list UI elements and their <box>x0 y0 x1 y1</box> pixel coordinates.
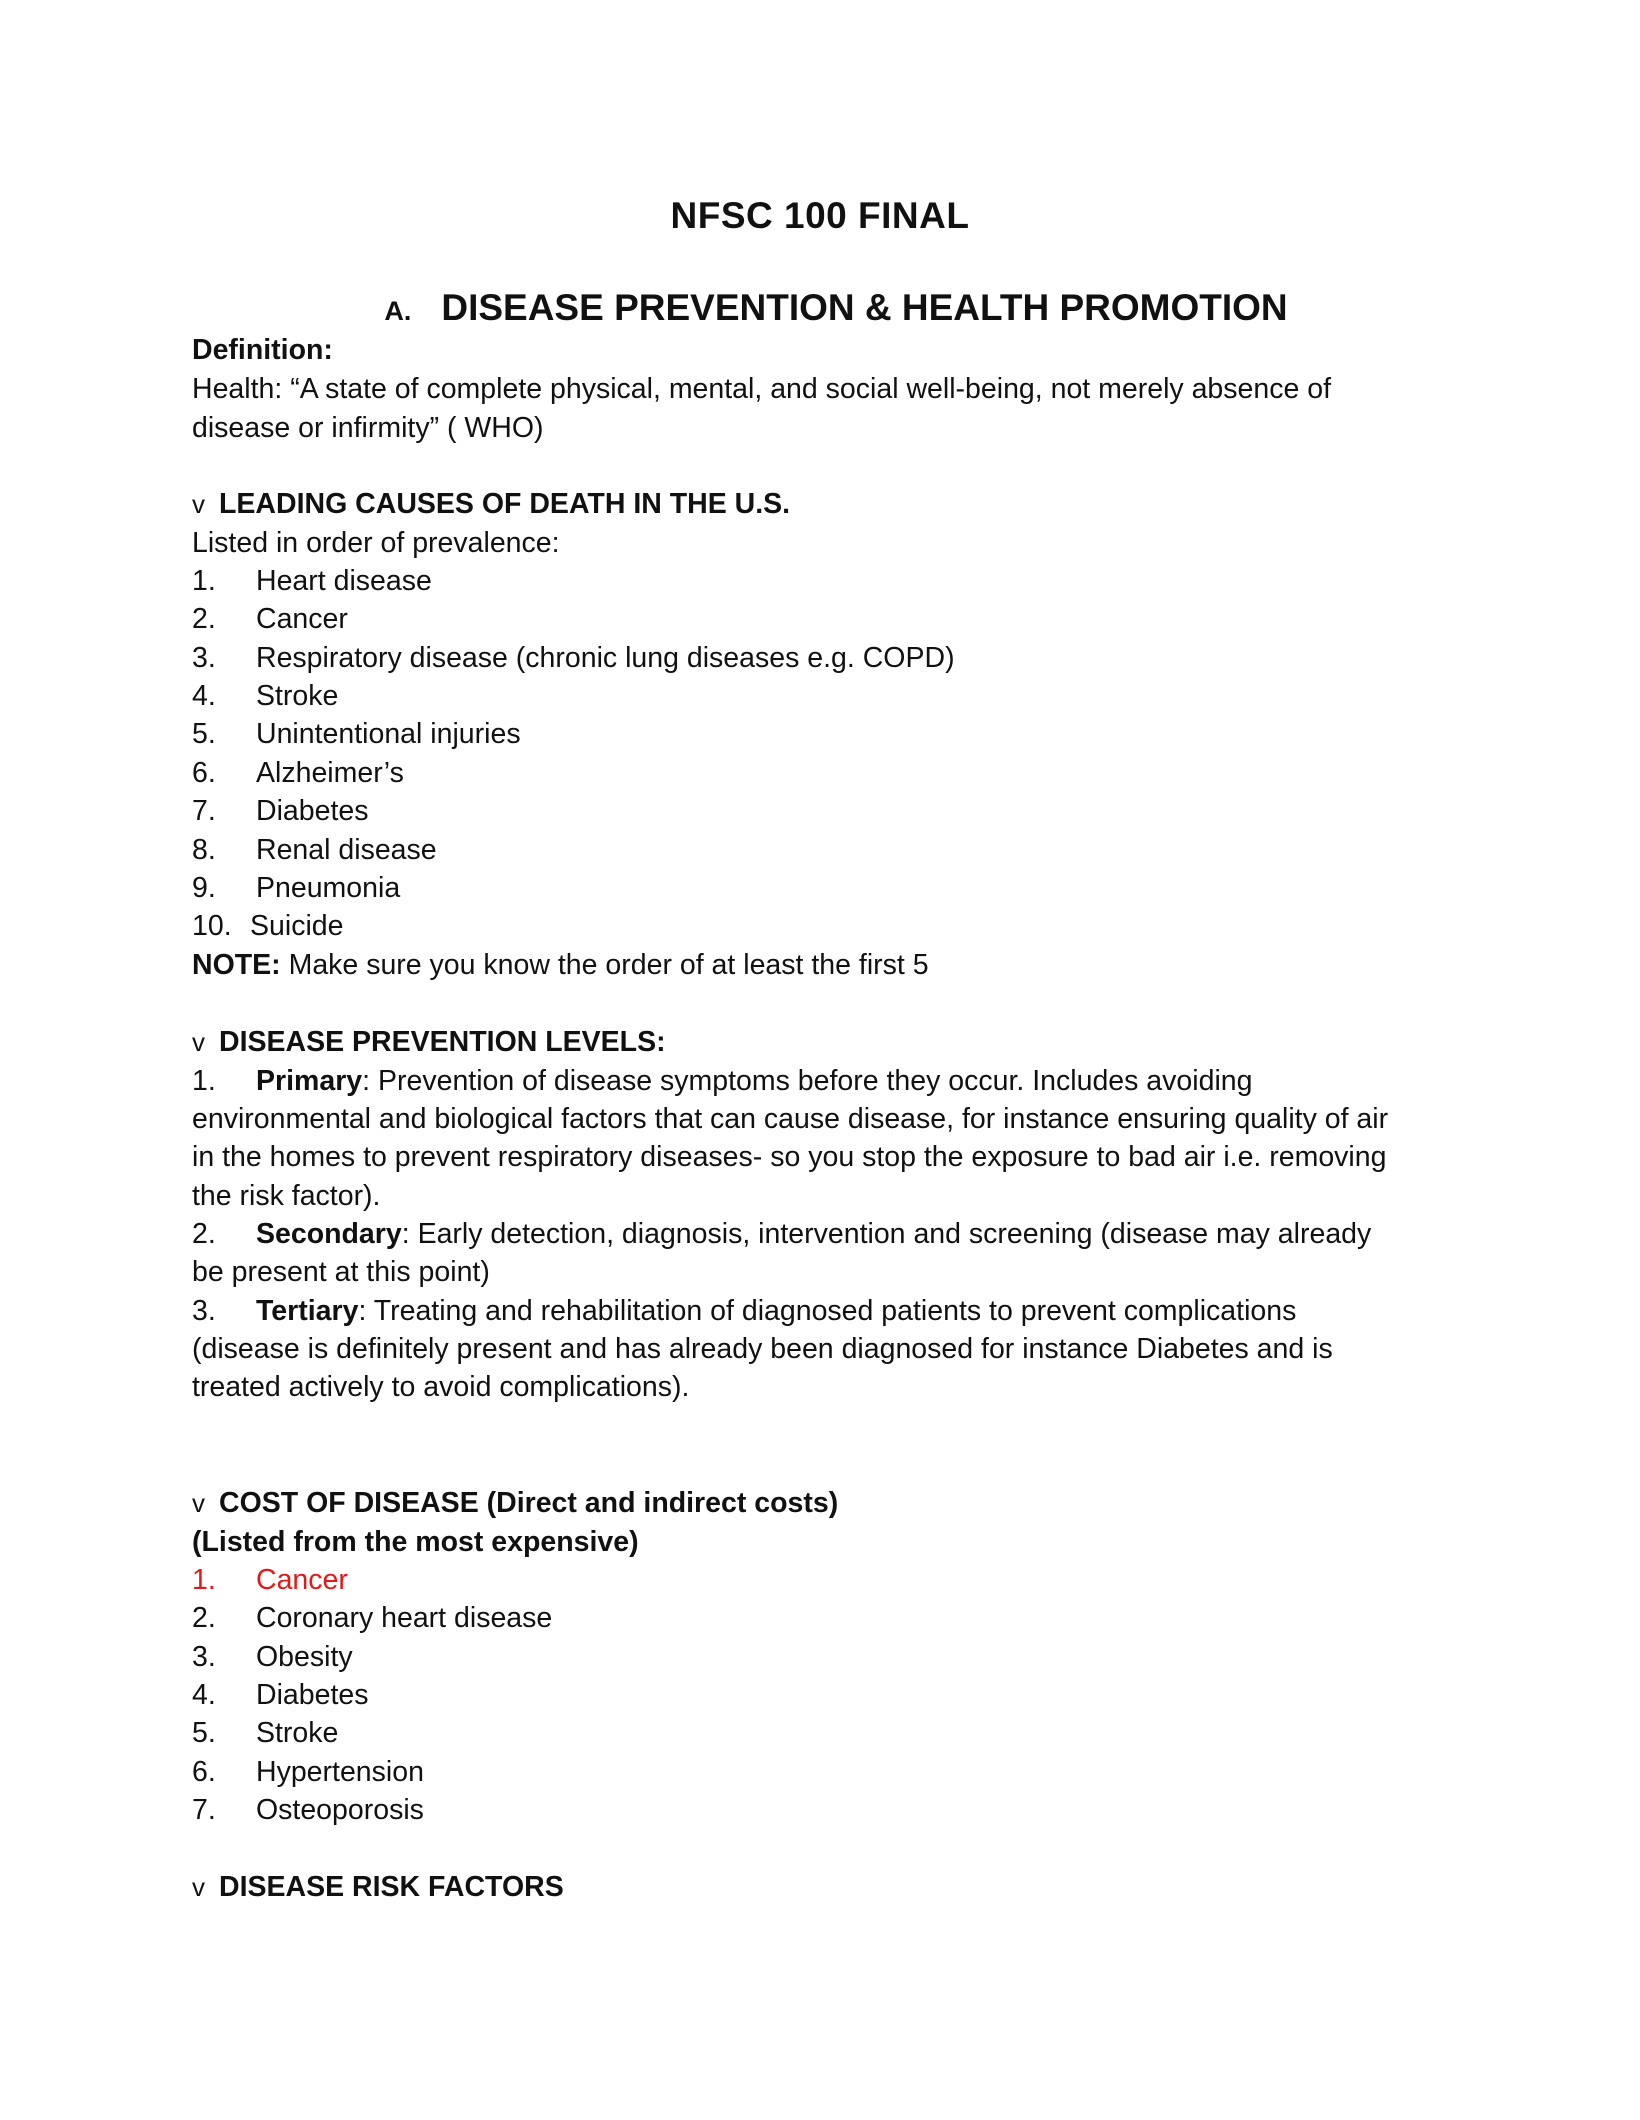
risk-factors-heading: v DISEASE RISK FACTORS <box>192 1871 564 1903</box>
primary-level: 1. Primary: Prevention of disease symptoms before they occur. Includes avoiding <box>192 1065 1253 1097</box>
list-item: 5. Stroke <box>192 1717 339 1749</box>
secondary-level: 2. Secondary: Early detection, diagnosis, intervention and screening (disease may already <box>192 1218 1372 1250</box>
leading-causes-intro: Listed in order of prevalence: <box>192 527 560 559</box>
list-item: 7. Diabetes <box>192 795 369 827</box>
list-item: 2. Cancer <box>192 603 348 635</box>
list-item: 4. Stroke <box>192 680 339 712</box>
note: NOTE: Make sure you know the order of at least the first 5 <box>192 949 929 981</box>
primary-level-line-3: in the homes to prevent respiratory diseases- so you stop the exposure to bad air i.e. removing <box>192 1141 1387 1173</box>
list-item: 3. Obesity <box>192 1641 353 1673</box>
list-item: 8. Renal disease <box>192 834 437 866</box>
primary-level-line-2: environmental and biological factors that can cause disease, for instance ensuring quality of air <box>192 1103 1389 1135</box>
document-title: NFSC 100 FINAL <box>670 195 970 236</box>
list-item: 10. Suicide <box>192 910 344 942</box>
bullet-icon: v <box>192 489 205 519</box>
secondary-level-line-2: be present at this point) <box>192 1256 490 1288</box>
list-item: 6. Hypertension <box>192 1756 424 1788</box>
section-letter: A. <box>384 296 412 326</box>
primary-level-line-4: the risk factor). <box>192 1180 381 1212</box>
bullet-icon: v <box>192 1488 205 1518</box>
bullet-icon: v <box>192 1027 205 1057</box>
leading-causes-heading: v LEADING CAUSES OF DEATH IN THE U.S. <box>192 488 791 520</box>
section-title: DISEASE PREVENTION & HEALTH PROMOTION <box>441 287 1288 328</box>
definition-label: Definition: <box>192 334 333 366</box>
definition-line-1: Health: “A state of complete physical, mental, and social well-being, not merely absence of <box>192 373 1332 405</box>
definition-line-2: disease or infirmity” ( WHO) <box>192 412 544 444</box>
tertiary-level-line-3: treated actively to avoid complications). <box>192 1371 690 1403</box>
list-item: 5. Unintentional injuries <box>192 718 521 750</box>
tertiary-level: 3. Tertiary: Treating and rehabilitation of diagnosed patients to prevent complications <box>192 1295 1297 1327</box>
list-item: 4. Diabetes <box>192 1679 369 1711</box>
prevention-levels-heading: v DISEASE PREVENTION LEVELS: <box>192 1026 666 1058</box>
list-item: 6. Alzheimer’s <box>192 757 404 789</box>
list-item: 2. Coronary heart disease <box>192 1602 553 1634</box>
cost-of-disease-subheading: (Listed from the most expensive) <box>192 1526 639 1558</box>
list-item: 1. Cancer <box>192 1564 348 1596</box>
list-item: 7. Osteoporosis <box>192 1794 424 1826</box>
list-item: 1. Heart disease <box>192 565 432 597</box>
tertiary-level-line-2: (disease is definitely present and has already been diagnosed for instance Diabetes and is <box>192 1333 1333 1365</box>
list-item: 3. Respiratory disease (chronic lung diseases e.g. COPD) <box>192 642 955 674</box>
cost-of-disease-heading: v COST OF DISEASE (Direct and indirect costs) <box>192 1487 839 1519</box>
list-item: 9. Pneumonia <box>192 872 401 904</box>
bullet-icon: v <box>192 1872 205 1902</box>
